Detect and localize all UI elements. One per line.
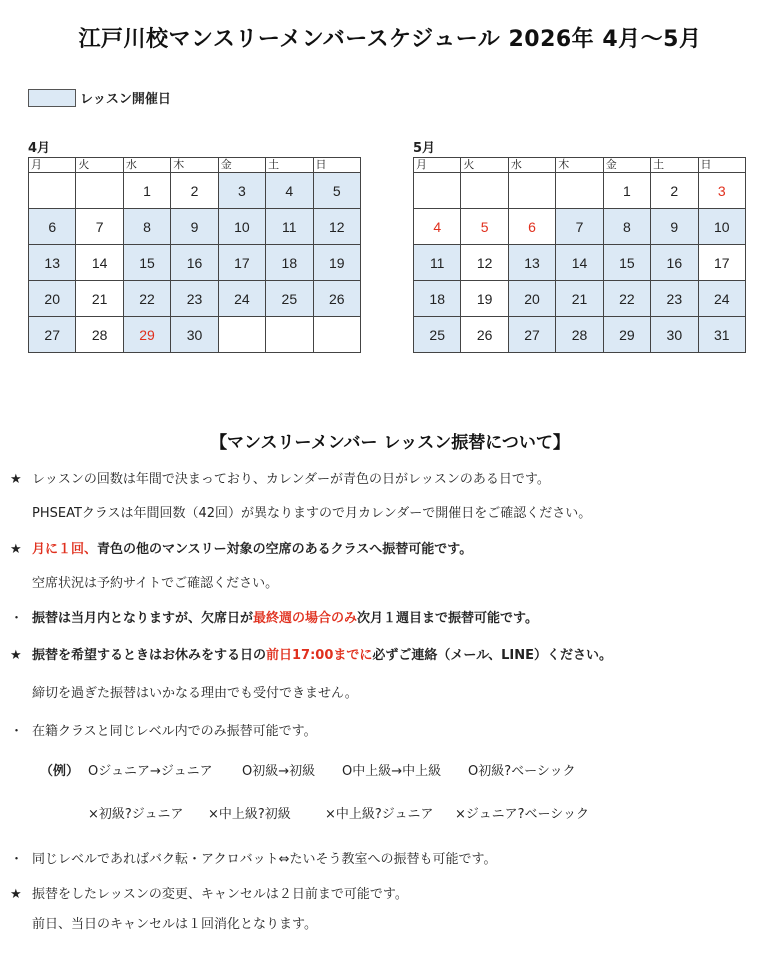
calendar-day: 2 bbox=[651, 173, 698, 209]
legend bbox=[28, 88, 171, 107]
calendar-month-label: 5月 bbox=[413, 141, 436, 156]
calendar-day: 26 bbox=[461, 317, 508, 353]
calendar-day: 20 bbox=[29, 281, 76, 317]
weekday-header: 金 bbox=[218, 158, 265, 173]
weekday-header: 金 bbox=[603, 158, 650, 173]
calendar-day: 23 bbox=[651, 281, 698, 317]
calendar-day: 31 bbox=[698, 317, 745, 353]
calendar-day: 12 bbox=[461, 245, 508, 281]
star-mark: ★ bbox=[10, 887, 22, 902]
calendar-day: 27 bbox=[29, 317, 76, 353]
weekday-header: 木 bbox=[171, 158, 218, 173]
ng-example: ×中上級?ジュニア bbox=[325, 807, 434, 822]
calendar-day: 16 bbox=[651, 245, 698, 281]
weekday-header: 日 bbox=[313, 158, 360, 173]
calendar-day bbox=[218, 317, 265, 353]
note-text: 在籍クラスと同じレベル内でのみ振替可能です。 bbox=[32, 724, 317, 739]
calendar-week-row bbox=[29, 317, 361, 353]
note-highlight: 最終週の場合のみ bbox=[253, 611, 358, 626]
note-text: 必ずご連絡（メール、LINE）ください。 bbox=[372, 648, 612, 663]
note-4 bbox=[10, 644, 612, 663]
bullet-mark: ・ bbox=[10, 724, 24, 739]
calendar-day: 6 bbox=[29, 209, 76, 245]
weekday-header: 月 bbox=[29, 158, 76, 173]
calendar-day: 15 bbox=[603, 245, 650, 281]
calendar-day: 25 bbox=[414, 317, 461, 353]
calendar-week-row bbox=[29, 209, 361, 245]
calendar-day: 21 bbox=[556, 281, 603, 317]
note-7-sub: 前日、当日のキャンセルは１回消化となります。 bbox=[32, 917, 317, 932]
ng-example: ×ジュニア?ベーシック bbox=[455, 807, 590, 822]
calendar-day: 9 bbox=[651, 209, 698, 245]
calendar-day bbox=[508, 173, 555, 209]
calendar-week-row bbox=[29, 173, 361, 209]
ok-example: O中上級→中上級 bbox=[342, 764, 442, 779]
calendar-day: 17 bbox=[218, 245, 265, 281]
calendar-day: 2 bbox=[171, 173, 218, 209]
legend-label: レッスン開催日 bbox=[80, 92, 171, 107]
calendar-day: 8 bbox=[123, 209, 170, 245]
weekday-header-row bbox=[414, 158, 746, 173]
note-text: レッスンの回数は年間で決まっており、カレンダーが青色の日がレッスンのある日です。 bbox=[32, 472, 550, 487]
weekday-header: 日 bbox=[698, 158, 745, 173]
section-title: 【マンスリーメンバー レッスン振替について】 bbox=[210, 433, 570, 453]
calendar-day: 10 bbox=[218, 209, 265, 245]
note-5 bbox=[10, 720, 317, 739]
star-mark: ★ bbox=[10, 648, 22, 663]
calendar-day: 4 bbox=[414, 209, 461, 245]
calendar-day: 13 bbox=[29, 245, 76, 281]
weekday-header: 水 bbox=[508, 158, 555, 173]
calendar-day: 10 bbox=[698, 209, 745, 245]
calendar-day: 1 bbox=[603, 173, 650, 209]
calendar-day: 5 bbox=[313, 173, 360, 209]
calendar-day: 26 bbox=[313, 281, 360, 317]
note-text: 振替は当月内となりますが、欠席日が bbox=[32, 611, 254, 626]
calendar-day: 7 bbox=[76, 209, 123, 245]
calendar-day: 19 bbox=[461, 281, 508, 317]
calendar-week-row bbox=[414, 317, 746, 353]
calendar-day: 3 bbox=[698, 173, 745, 209]
note-3 bbox=[10, 607, 538, 626]
note-text: 次月１週目まで振替可能です。 bbox=[357, 611, 538, 626]
calendar-day: 8 bbox=[603, 209, 650, 245]
calendar-day bbox=[76, 173, 123, 209]
example-label: （例） bbox=[40, 764, 80, 779]
calendar-day: 13 bbox=[508, 245, 555, 281]
calendar-day: 14 bbox=[556, 245, 603, 281]
calendar-may bbox=[413, 141, 746, 353]
calendar-day bbox=[266, 317, 313, 353]
calendar-day bbox=[556, 173, 603, 209]
calendar-day bbox=[313, 317, 360, 353]
calendar-day: 22 bbox=[603, 281, 650, 317]
calendar-week-row bbox=[29, 281, 361, 317]
star-mark: ★ bbox=[10, 542, 22, 557]
calendar-day bbox=[461, 173, 508, 209]
star-mark: ★ bbox=[10, 472, 22, 487]
note-1 bbox=[10, 468, 550, 487]
legend-swatch bbox=[28, 89, 76, 107]
calendar-day: 1 bbox=[123, 173, 170, 209]
ng-example: ×中上級?初級 bbox=[208, 807, 291, 822]
calendar-day: 11 bbox=[266, 209, 313, 245]
weekday-header: 月 bbox=[414, 158, 461, 173]
weekday-header-row bbox=[29, 158, 361, 173]
calendar-april bbox=[28, 141, 361, 353]
calendar-day: 16 bbox=[171, 245, 218, 281]
calendar-day: 19 bbox=[313, 245, 360, 281]
calendar-day: 18 bbox=[266, 245, 313, 281]
calendar-week-row bbox=[414, 209, 746, 245]
weekday-header: 土 bbox=[651, 158, 698, 173]
calendar-day: 20 bbox=[508, 281, 555, 317]
calendar-day: 12 bbox=[313, 209, 360, 245]
note-highlight: 前日17:00までに bbox=[266, 648, 373, 663]
calendar-day: 17 bbox=[698, 245, 745, 281]
calendar-day: 23 bbox=[171, 281, 218, 317]
note-text: 振替を希望するときはお休みをする日の bbox=[32, 648, 267, 663]
page-title: 江戸川校マンスリーメンバースケジュール 2026年 4月～5月 bbox=[78, 27, 702, 52]
calendar-day: 9 bbox=[171, 209, 218, 245]
weekday-header: 火 bbox=[76, 158, 123, 173]
note-text: 同じレベルであればバク転・アクロバット⇔たいそう教室への振替も可能です。 bbox=[32, 852, 497, 867]
calendar-week-row bbox=[414, 245, 746, 281]
calendar-day: 18 bbox=[414, 281, 461, 317]
weekday-header: 木 bbox=[556, 158, 603, 173]
note-text: 青色の他のマンスリー対象の空席のあるクラスへ振替可能です。 bbox=[97, 542, 473, 557]
calendar-day: 4 bbox=[266, 173, 313, 209]
calendar-day: 27 bbox=[508, 317, 555, 353]
note-7 bbox=[10, 883, 408, 902]
calendar-day: 6 bbox=[508, 209, 555, 245]
calendar-day: 22 bbox=[123, 281, 170, 317]
bullet-mark: ・ bbox=[10, 611, 24, 626]
calendar-day: 11 bbox=[414, 245, 461, 281]
weekday-header: 水 bbox=[123, 158, 170, 173]
calendar-day: 24 bbox=[698, 281, 745, 317]
calendar-table bbox=[28, 157, 361, 353]
calendar-day: 5 bbox=[461, 209, 508, 245]
weekday-header: 火 bbox=[461, 158, 508, 173]
calendar-month-label: 4月 bbox=[28, 141, 51, 156]
note-text: 振替をしたレッスンの変更、キャンセルは２日前まで可能です。 bbox=[32, 887, 408, 902]
calendar-day: 30 bbox=[171, 317, 218, 353]
calendar-day: 3 bbox=[218, 173, 265, 209]
calendar-table bbox=[413, 157, 746, 353]
ok-example: O初級?ベーシック bbox=[468, 764, 576, 779]
calendar-day: 15 bbox=[123, 245, 170, 281]
weekday-header: 土 bbox=[266, 158, 313, 173]
note-2-sub: 空席状況は予約サイトでご確認ください。 bbox=[32, 576, 279, 591]
note-highlight: 月に１回、 bbox=[32, 542, 98, 557]
calendar-day: 29 bbox=[603, 317, 650, 353]
calendar-day: 25 bbox=[266, 281, 313, 317]
calendar-day: 29 bbox=[123, 317, 170, 353]
ok-example: Oジュニア→ジュニア bbox=[88, 764, 213, 779]
calendar-week-row bbox=[414, 281, 746, 317]
calendar-day bbox=[29, 173, 76, 209]
calendar-day: 7 bbox=[556, 209, 603, 245]
bullet-mark: ・ bbox=[10, 852, 24, 867]
note-4-sub: 締切を過ぎた振替はいかなる理由でも受付できません。 bbox=[32, 686, 358, 701]
calendar-day: 14 bbox=[76, 245, 123, 281]
calendar-day: 24 bbox=[218, 281, 265, 317]
calendar-day: 21 bbox=[76, 281, 123, 317]
calendar-day bbox=[414, 173, 461, 209]
ng-example: ×初級?ジュニア bbox=[88, 807, 184, 822]
calendar-day: 28 bbox=[556, 317, 603, 353]
note-2 bbox=[10, 538, 472, 557]
note-6 bbox=[10, 848, 496, 867]
calendar-day: 30 bbox=[651, 317, 698, 353]
note-1-sub: PHSEATクラスは年間回数（42回）が異なりますので月カレンダーで開催日をご確認ください。 bbox=[32, 506, 592, 521]
calendar-week-row bbox=[414, 173, 746, 209]
ok-example: O初級→初級 bbox=[242, 764, 316, 779]
calendar-day: 28 bbox=[76, 317, 123, 353]
calendar-week-row bbox=[29, 245, 361, 281]
